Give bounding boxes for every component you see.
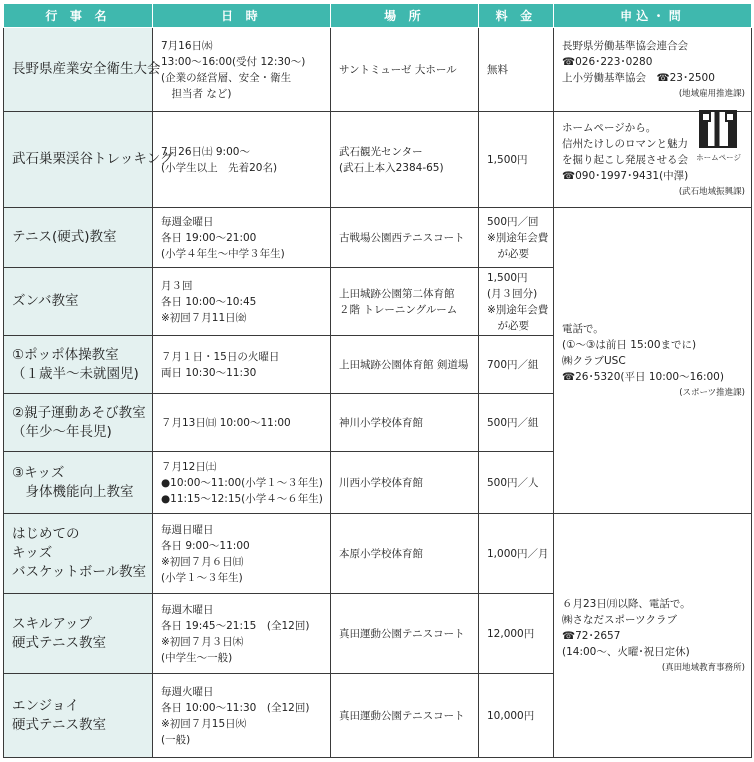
- event-fee: 1,000円／月: [479, 514, 554, 594]
- table-row: [4, 112, 752, 208]
- contact-cell: ６月23日㈪以降、電話で。 ㈱さなだスポーツクラブ ☎72･2657 (14:00～、火曜･祝日定休) (真田地域教育事務所): [554, 514, 752, 758]
- event-place: 神川小学校体育館: [331, 394, 479, 452]
- event-datetime: 毎週日曜日 各日 9:00～11:00 ※初回７月６日㈰ (小学１～３年生): [153, 514, 331, 594]
- contact-cell: 長野県労働基準協会連合会 ☎026･223･0280 上小労働基準協会 ☎23･2500 (地域雇用推進課): [554, 28, 752, 112]
- event-datetime: 月３回 各日 10:00～10:45 ※初回７月11日㈮: [153, 268, 331, 336]
- event-fee: 10,000円: [479, 674, 554, 758]
- event-name: ズンバ教室: [4, 268, 153, 336]
- event-datetime: 7月16日㈬ 13:00～16:00(受付 12:30～) (企業の経営層、安全・衛生 担当者 など): [153, 28, 331, 112]
- qr-code-icon[interactable]: [699, 110, 737, 148]
- event-name: スキルアップ 硬式テニス教室: [4, 594, 153, 674]
- event-name: 長野県産業安全衛生大会: [4, 28, 153, 112]
- event-fee: 700円／組: [479, 336, 554, 394]
- event-name: ③キッズ 身体機能向上教室: [4, 452, 153, 514]
- event-name: エンジョイ 硬式テニス教室: [4, 674, 153, 758]
- event-place: サントミューゼ 大ホール: [331, 28, 479, 112]
- event-datetime: 毎週火曜日 各日 10:00～11:30 (全12回) ※初回７月15日㈫ (一般): [153, 674, 331, 758]
- event-fee: 500円／回 ※別途年会費 が必要: [479, 208, 554, 268]
- event-name: 武石巣栗渓谷トレッキング: [4, 112, 153, 208]
- event-datetime: 毎週木曜日 各日 19:45～21:15 (全12回) ※初回７月３日㈭ (中学生～一般): [153, 594, 331, 674]
- event-datetime: ７月１日・15日の火曜日 両日 10:30～11:30: [153, 336, 331, 394]
- event-name: はじめての キッズ バスケットボール教室: [4, 514, 153, 594]
- header-fee: 料 金: [479, 4, 554, 28]
- contact-cell: ホームページ ホームページから。 信州たけしのロマンと魅力 を掘り起こし発展させる会 ☎090･1997･9431(中澤) (武石地域振興課): [554, 112, 752, 208]
- event-datetime: 毎週金曜日 各日 19:00～21:00 (小学４年生～中学３年生): [153, 208, 331, 268]
- header-datetime: 日 時: [153, 4, 331, 28]
- event-fee: 500円／人: [479, 452, 554, 514]
- event-place: 上田城跡公園体育館 剣道場: [331, 336, 479, 394]
- event-fee: 1,500円 (月３回分) ※別途年会費 が必要: [479, 268, 554, 336]
- event-place: 川西小学校体育館: [331, 452, 479, 514]
- event-name: ②親子運動あそび教室 （年少～年長児): [4, 394, 153, 452]
- event-datetime: 7月26日㈯ 9:00～ (小学生以上 先着20名): [153, 112, 331, 208]
- event-datetime: ７月12日㈯ ●10:00～11:00(小学１～３年生) ●11:15～12:15(小学４～６年生): [153, 452, 331, 514]
- event-fee: 12,000円: [479, 594, 554, 674]
- event-name: ①ポッポ体操教室 （１歳半～未就園児): [4, 336, 153, 394]
- event-datetime: ７月13日㈰ 10:00～11:00: [153, 394, 331, 452]
- event-place: 上田城跡公園第二体育館 ２階 トレーニングルーム: [331, 268, 479, 336]
- header-row: [4, 4, 752, 28]
- event-place: 本原小学校体育館: [331, 514, 479, 594]
- event-fee: 1,500円: [479, 112, 554, 208]
- event-place: 真田運動公園テニスコート: [331, 674, 479, 758]
- event-name: テニス(硬式)教室: [4, 208, 153, 268]
- events-table: [3, 3, 752, 758]
- table-row: [4, 514, 752, 594]
- event-fee: 500円／組: [479, 394, 554, 452]
- event-place: 古戦場公園西テニスコート: [331, 208, 479, 268]
- event-fee: 無料: [479, 28, 554, 112]
- header-contact: 申込・問: [554, 4, 752, 28]
- header-event-name: 行 事 名: [4, 4, 153, 28]
- contact-cell: 電話で。 (①～③は前日 15:00までに) ㈱クラブUSC ☎26･5320(平日 10:00～16:00) (スポーツ推進課): [554, 208, 752, 514]
- event-place: 真田運動公園テニスコート: [331, 594, 479, 674]
- table-row: [4, 208, 752, 268]
- event-place: 武石観光センター (武石上本入2384-65): [331, 112, 479, 208]
- header-place: 場 所: [331, 4, 479, 28]
- table-row: [4, 28, 752, 112]
